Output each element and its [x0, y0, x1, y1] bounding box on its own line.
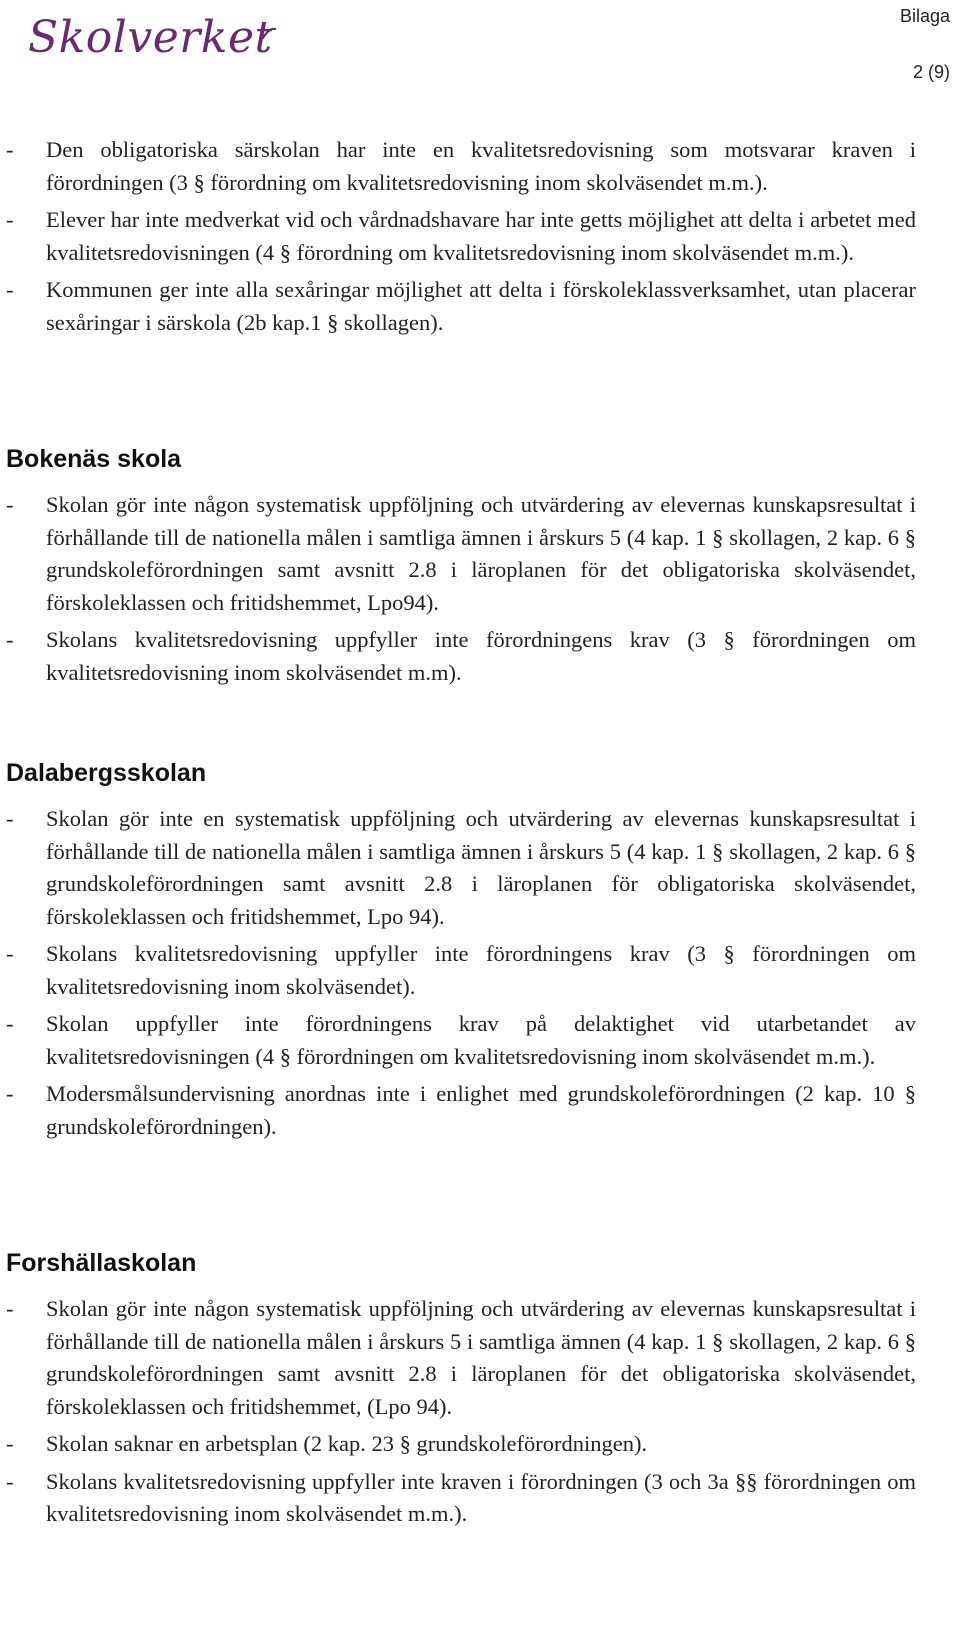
list-item: - Den obligatoriska särskolan har inte en kvalitetsredovisning som motsvarar kraven i förordningen (3 § förordning om kvalitetsredovisning inom skolväsendet m.m.).: [6, 137, 916, 195]
section-dalabergsskolan: [0, 757, 960, 1148]
list-item: - Skolans kvalitetsredovisning uppfyller inte förordningens krav (3 § förordningen om kvalitetsredovisning inom skolväsendet m.m).: [6, 627, 916, 685]
section-heading: Forshällaskolan: [6, 1249, 197, 1277]
appendix-label: Bilaga: [899, 6, 950, 26]
list-item: - Skolan gör inte någon systematisk uppföljning och utvärdering av elevernas kunskapsresultat i förhållande till de nationella målen i samtliga ämnen i årskurs 5 (4 kap. 1 § skollagen, 2 kap. 6 § grundskoleförordningen samt avsnitt 2.8 i läroplanen för det obligatoriska skolväsendet, förskoleklassen och fritidshemmet, Lpo94).: [6, 492, 916, 615]
logo-swoosh-icon: [262, 26, 276, 40]
skolverket-logo: Skolverket: [28, 12, 273, 63]
section-heading: Dalabergsskolan: [6, 759, 207, 787]
page-number: 2 (9): [912, 62, 950, 82]
list-item: - Skolans kvalitetsredovisning uppfyller inte kraven i förordningen (3 och 3a §§ förordningen om kvalitetsredovisning inom skolväsendet m.m.).: [6, 1468, 916, 1526]
section-heading: Bokenäs skola: [6, 445, 182, 473]
list-item: - Skolan gör inte någon systematisk uppföljning och utvärdering av elevernas kunskapsresultat i förhållande till de nationella målen i årskurs 5 i samtliga ämnen (4 kap. 1 § skollagen, 2 kap. 6 § grundskoleförordningen samt avsnitt 2.8 i läroplanen för det obligatoriska skolväsendet, förskoleklassen och fritidshemmet, (Lpo 94).: [6, 1296, 916, 1419]
list-item: - Kommunen ger inte alla sexåringar möjlighet att delta i förskoleklassverksamhet, utan placerar sexåringar i särskola (2b kap.1 § skollagen).: [6, 277, 916, 335]
list-item: - Skolan saknar en arbetsplan (2 kap. 23 § grundskoleförordningen).: [6, 1431, 648, 1456]
list-item: - Skolans kvalitetsredovisning uppfyller inte förordningens krav (3 § förordningen om kvalitetsredovisning inom skolväsendet).: [6, 941, 916, 999]
list-item: - Elever har inte medverkat vid och vårdnadshavare har inte getts möjlighet att delta i arbetet med kvalitetsredovisningen (4 § förordning om kvalitetsredovisning inom skolväsendet m.m.).: [6, 207, 916, 265]
list-item: - Modersmålsundervisning anordnas inte i enlighet med grundskoleförordningen (2 kap. 10 § grundskoleförordningen).: [6, 1081, 916, 1139]
list-item: - Skolan gör inte en systematisk uppföljning och utvärdering av elevernas kunskapsresultat i förhållande till de nationella målen i samtliga ämnen i årskurs 5 (4 kap. 1 § skollagen, 2 kap. 6 § grundskoleförordningen samt avsnitt 2.8 i läroplanen för obligatoriska skolväsendet, förskoleklassen och fritidshemmet, Lpo 94).: [6, 806, 916, 929]
section-forshallaskolan: [0, 1247, 960, 1536]
intro-section: [0, 134, 960, 344]
section-bokenas-skola: [0, 443, 960, 694]
list-item: - Skolan uppfyller inte förordningens krav på delaktighet vid utarbetandet av kvalitetsredovisningen (4 § förordningen om kvalitetsredovisning inom skolväsendet m.m.).: [6, 1011, 916, 1069]
